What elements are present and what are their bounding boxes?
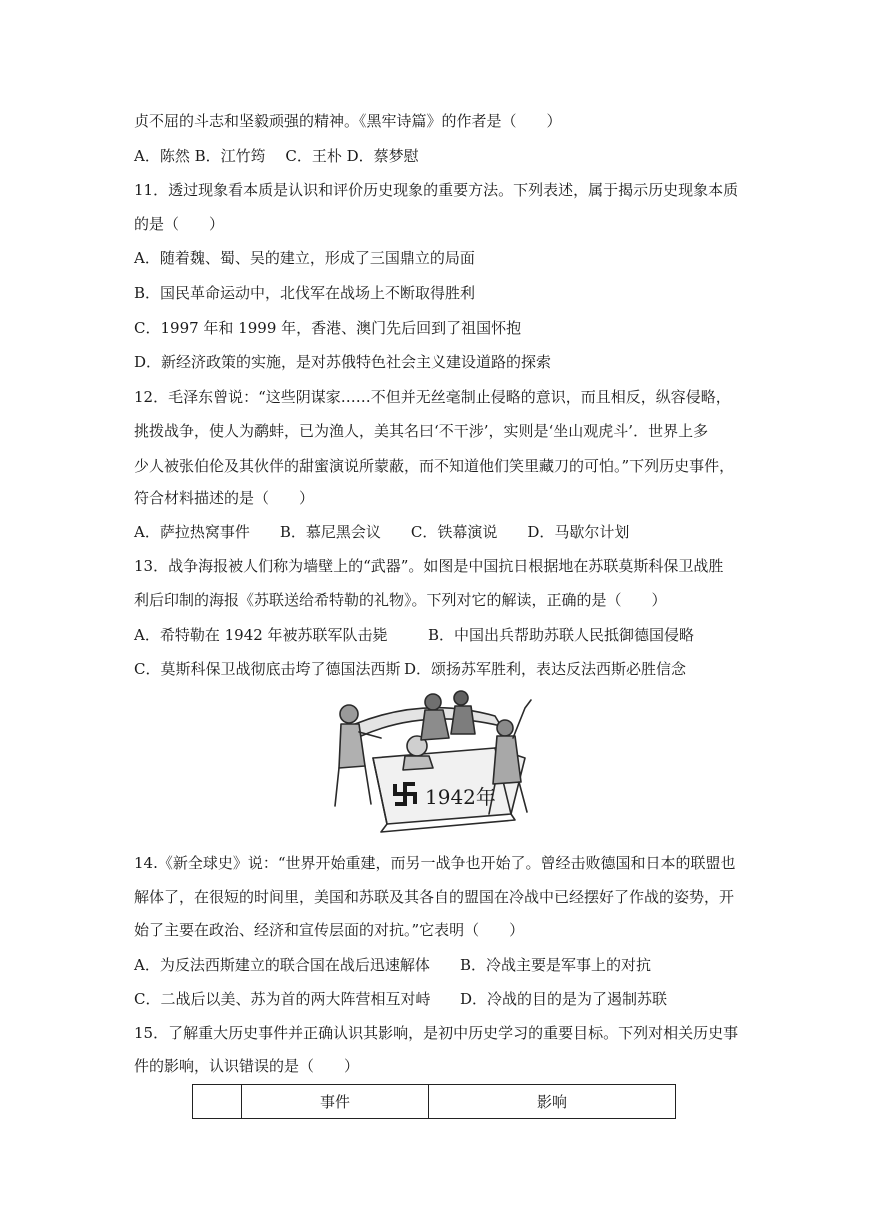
poster-year-label: 1942年 <box>425 785 496 809</box>
q11-stem-line2: 的是（ ） <box>134 215 225 233</box>
q12-stem-line1: 12．毛泽东曾说：“这些阴谋家……不但并无丝毫制止侵略的意识，而且相反，纵容侵略， <box>134 388 731 406</box>
q14-option-b: B．冷战主要是军事上的对抗 <box>460 956 652 974</box>
q10-options: A．陈然 B．江竹筠 C．王朴 D．蔡梦慰 <box>134 147 419 165</box>
q11-option-b: B．国民革命运动中，北伐军在战场上不断取得胜利 <box>134 284 476 302</box>
q13-stem-line1: 13．战争海报被人们称为墙壁上的“武器”。如图是中国抗日根据地在苏联莫斯科保卫战胜 <box>134 557 724 575</box>
q11-option-a: A．随着魏、蜀、吴的建立，形成了三国鼎立的局面 <box>134 249 475 267</box>
table-header-impact: 影响 <box>429 1085 676 1119</box>
q15-stem-line1: 15．了解重大历史事件并正确认识其影响，是初中历史学习的重要目标。下列对相关历史事 <box>134 1024 739 1042</box>
q14-stem-line3: 始了主要在政治、经济和宣传层面的对抗。”它表明（ ） <box>134 921 525 939</box>
q11-option-c: C．1997 年和 1999 年，香港、澳门先后回到了祖国怀抱 <box>134 319 522 337</box>
q13-option-a: A．希特勒在 1942 年被苏联军队击毙 <box>134 626 388 644</box>
q11-option-d: D．新经济政策的实施，是对苏俄特色社会主义建设道路的探索 <box>134 353 552 371</box>
q12-stem-line2: 挑拨战争，使人为鹬蚌，已为渔人，美其名曰‘不干涉’，实则是‘坐山观虎斗’．世界上多 <box>134 422 709 440</box>
table-header-index <box>193 1085 242 1119</box>
q13-option-c: C．莫斯科保卫战彻底击垮了德国法西斯 <box>134 660 401 678</box>
q15-stem-line2: 件的影响，认识错误的是（ ） <box>134 1057 360 1075</box>
q11-stem-line1: 11．透过现象看本质是认识和评价历史现象的重要方法。下列表述，属于揭示历史现象本质 <box>134 181 739 199</box>
q12-stem-line3: 少人被张伯伦及其伙伴的甜蜜演说所蒙蔽，而不知道他们笑里藏刀的可怕。”下列历史事件， <box>134 457 735 475</box>
q13-option-d: D．颂扬苏军胜利，表达反法西斯必胜信念 <box>404 660 687 678</box>
q13-stem-line2: 利后印制的海报《苏联送给希特勒的礼物》。下列对它的解读，正确的是（ ） <box>134 591 667 609</box>
q14-stem-line1: 14.《新全球史》说：“世界开始重建，而另一战争也开始了。曾经击败德国和日本的联盟也 <box>134 854 736 872</box>
q12-stem-line4: 符合材料描述的是（ ） <box>134 489 315 507</box>
q14-option-a: A．为反法西斯建立的联合国在战后迅速解体 <box>134 956 430 974</box>
event-impact-table <box>192 1084 676 1119</box>
q14-stem-line2: 解体了，在很短的时间里，美国和苏联及其各自的盟国在冷战中已经摆好了作战的姿势，开 <box>134 888 735 906</box>
q13-option-b: B．中国出兵帮助苏联人民抵御德国侵略 <box>428 626 695 644</box>
table-header-event: 事件 <box>242 1085 429 1119</box>
poster-illustration <box>325 686 547 836</box>
q14-option-c: C．二战后以美、苏为首的两大阵营相互对峙 <box>134 990 431 1008</box>
table-header-row <box>193 1085 676 1119</box>
q12-options: A．萨拉热窝事件 B．慕尼黑会议 C．铁幕演说 D．马歇尔计划 <box>134 523 630 541</box>
q10-stem-continuation: 贞不屈的斗志和坚毅顽强的精神。《黑牢诗篇》的作者是（ ） <box>134 112 562 130</box>
q14-option-d: D．冷战的目的是为了遏制苏联 <box>460 990 668 1008</box>
